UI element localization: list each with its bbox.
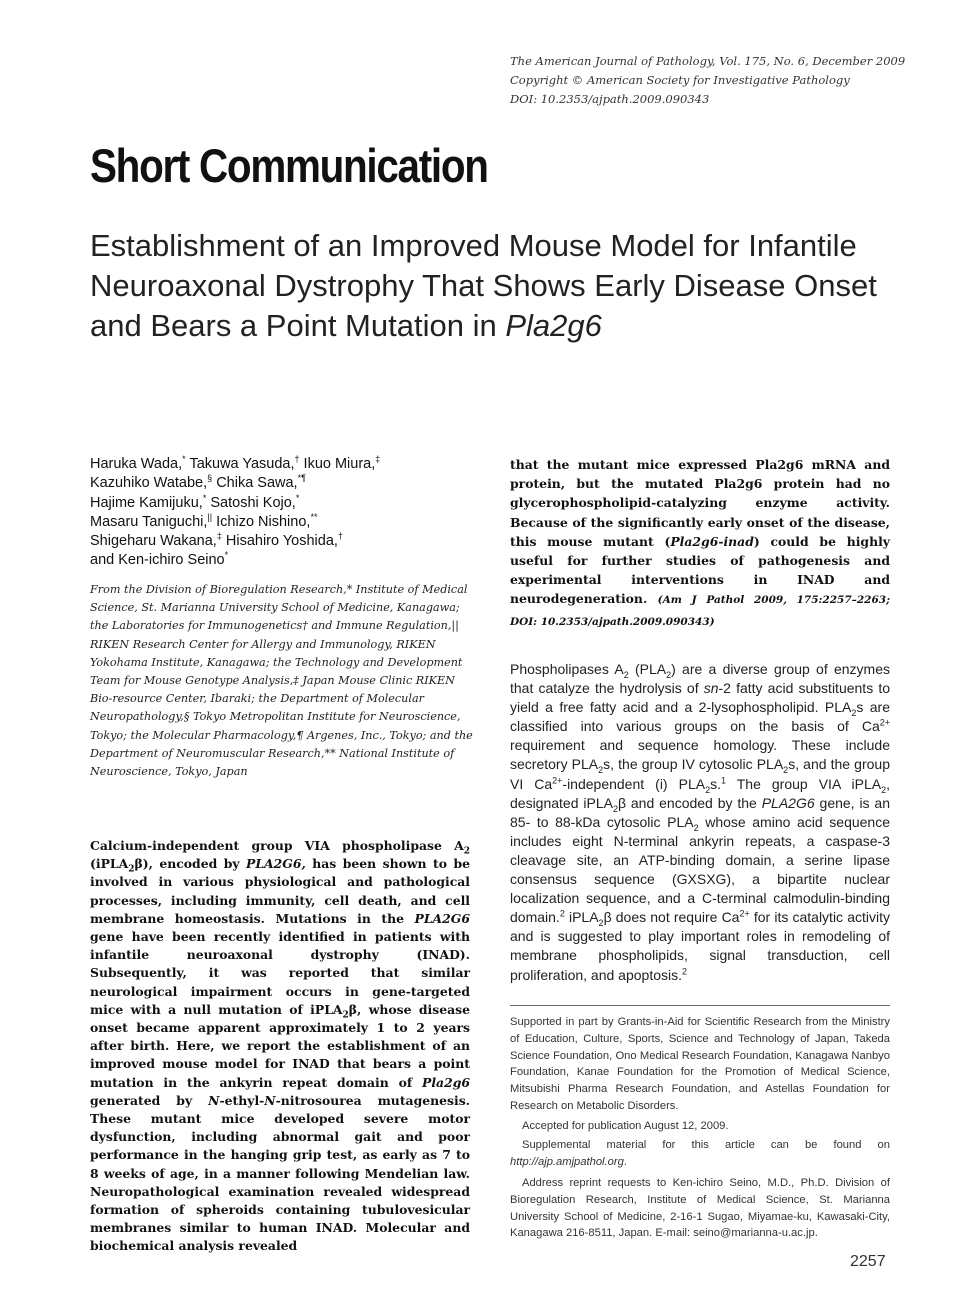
supplemental-footnote: Supplemental material for this article can be found on http://ajp.amjpathol.org. [510,1139,890,1168]
body-paragraph: Phospholipases $A_2$ $(PLA_2)$ are a diverse group of enzymes that catalyze the hydrolysis of sn-2 fatty acid substituents to yield a free fatty acid and a 2-lysophospholipid. $PLA_2s$ are classified into various groups on the basis of $Ca^{2+}$ requirement and sequence homology. These include secretory $PLA_2s$, the group IV cytosolic $PLA_2s$, and the group VI $Ca^{2+}$-independent (i) $PLA_2s.^1$ The group VIA iPLA$_2$, designated iPLA$_2$β and encoded by the PLA2G6 gene, is an 85- to 88-kDa cytosolic $PLA_2$ whose amino acid sequence includes eight N-terminal ankyrin repeats, a caspase-3 cleavage site, an ATP-binding domain, a serine lipase consensus sequence (GXSXG), a bipartite nuclear localization sequence, and a C-terminal calmodulin-binding domain.$^2$ iPLA$_2$β does not require $Ca^{2+}$ for its catalytic activity and is suggested to play important roles in remodeling of membrane phospholipids, signal transduction, cell proliferation, and apoptosis.$^2$ [510,661,891,983]
author: Kazuhiko Watabe,§ [90,473,213,492]
author: Hisahiro Yoshida,† [225,531,343,550]
author: Takuwa Yasuda,† [189,454,300,472]
journal-citation: The American Journal of Pathology, Vol. 175, No. 6, December 2009 [510,54,906,68]
reference-link[interactable]: 2 [559,908,565,919]
reference-link[interactable]: 1 [720,774,726,785]
abstract-part-1: Calcium-independent group VIA phospholipase $A_2$ (iPLA$_2$β), encoded by PLA2G6, has been shown to be involved in various physiological and pathological processes, including immunity, cell death, and cell membrane homeostasis. Mutations in the PLA2G6 gene have been recently identified in patients with infantile neuroaxonal dystrophy (INAD). Subsequently, it was reported that similar neurological impairment occurs in gene-targeted mice with a null mutation of iPLA$_2$β, whose disease onset became apparent approximately 1 to 2 years after birth. Here, we report the establishment of an improved mouse model for INAD that bears a point mutation in the ankyrin repeat domain of Pla2g6 generated by N-ethyl-N-nitrosourea mutagenesis. These mutant mice developed severe motor dysfunction, including abnormal gait and poor performance in the hanging grip test, as early as 7 to 8 weeks of age, in a manner following Mendelian law. Neuropathological examination revealed widespread formation of spheroids containing tubulovesicular membranes similar to human INAD. Molecular and biochemical analysis revealed [90,838,470,1254]
affiliations: From the Division of Bioregulation Research,* Institute of Medical Science, St. Marianna University School of Medicine, Kanagawa; the Laboratories for Immunogenetics† and Immune Regulation,|| RIKEN Research Center for Allergy and Immunology, RIKEN Yokohama Institute, Kanagawa; the Technology and Development Team for Mouse Genotype Analysis,‡ Japan Mouse Clinic RIKEN Bio-resource Center, Ibaraki; the Department of Molecular Neuropathology,§ Tokyo Metropolitan Institute for Neuroscience, Tokyo; the Molecular Pharmacology,¶ Argenes, Inc., Tokyo; and the Department of Neuromuscular Research,** National Institute of Neuroscience, Tokyo, Japan [90,583,473,779]
title-gene: Pla2g6 [505,308,602,343]
article-citation: (Am J Pathol 2009, 175:2257–2263; DOI: 10.2353/ajpath.2009.090343) [510,594,890,628]
author: Masaru Taniguchi,|| [90,512,213,530]
author: and Ken-ichiro Seino* [90,550,229,569]
title-main: Establishment of an Improved Mouse Model for Infantile Neuroaxonal Dystrophy That Shows Early Disease Onset and Bears a Point Mutation in [90,228,877,343]
journal-copyright: Copyright © American Society for Investigative Pathology [510,73,850,87]
author: Hajime Kamijuku,* [90,492,207,511]
funding-footnote: Supported in part by Grants-in-Aid for Scientific Research from the Ministry of Education, Culture, Sports, Science and Technology of Japan, Takeda Science Foundation, Ono Medical Research Foundation, Kanagawa Nanbyo Foundation, Kanae Foundation for the Promotion of Medical Science, Mitsubishi Pharma Research Foundation, and Astellas Foundation for Research on Metabolic Disorders. [510,1016,890,1112]
supplemental-link[interactable]: http://ajp.amjpathol.org [510,1155,624,1168]
author-list [90,455,480,571]
author: Ichizo Nishino,** [216,512,318,530]
reference-link[interactable]: 2 [682,965,688,976]
address-footnote: Address reprint requests to Ken-ichiro Seino, M.D., Ph.D. Division of Bioregulation Research, Institute of Medical Science, St. Marianna University School of Medicine, 2-16-1 Sugao, Miyamae-ku, Kawasaki-City, Kanagawa 216-8511, Japan. E-mail: seino@marianna-u.ac.jp. [510,1177,890,1240]
abstract-part-2: that the mutant mice expressed Pla2g6 mRNA and protein, but the mutated Pla2g6 protein had no glycerophospholipid-catalyzing enzyme activity. Because of the significantly early onset of the disease, this mouse mutant (Pla2g6-inad) could be highly useful for further studies of pathogenesis and experimental interventions in INAD and neurodegeneration. (Am J Pathol 2009, 175:2257–2263; DOI: 10.2353/ajpath.2009.090343) [510,457,890,628]
author: Ikuo Miura,‡ [303,454,381,472]
footnote-divider [510,1005,890,1006]
author: Chika Sawa,*¶ [216,473,306,492]
author: Haruka Wada,* [90,454,186,472]
accepted-footnote: Accepted for publication August 12, 2009. [522,1120,729,1132]
journal-doi: DOI: 10.2353/ajpath.2009.090343 [510,92,710,106]
page-number: 2257 [850,1253,886,1270]
section-label: Short Communication [90,139,488,192]
author: Shigeharu Wakana,‡ [90,531,222,550]
journal-header [510,52,950,109]
author: Satoshi Kojo,* [210,492,300,511]
article-title [90,226,920,346]
